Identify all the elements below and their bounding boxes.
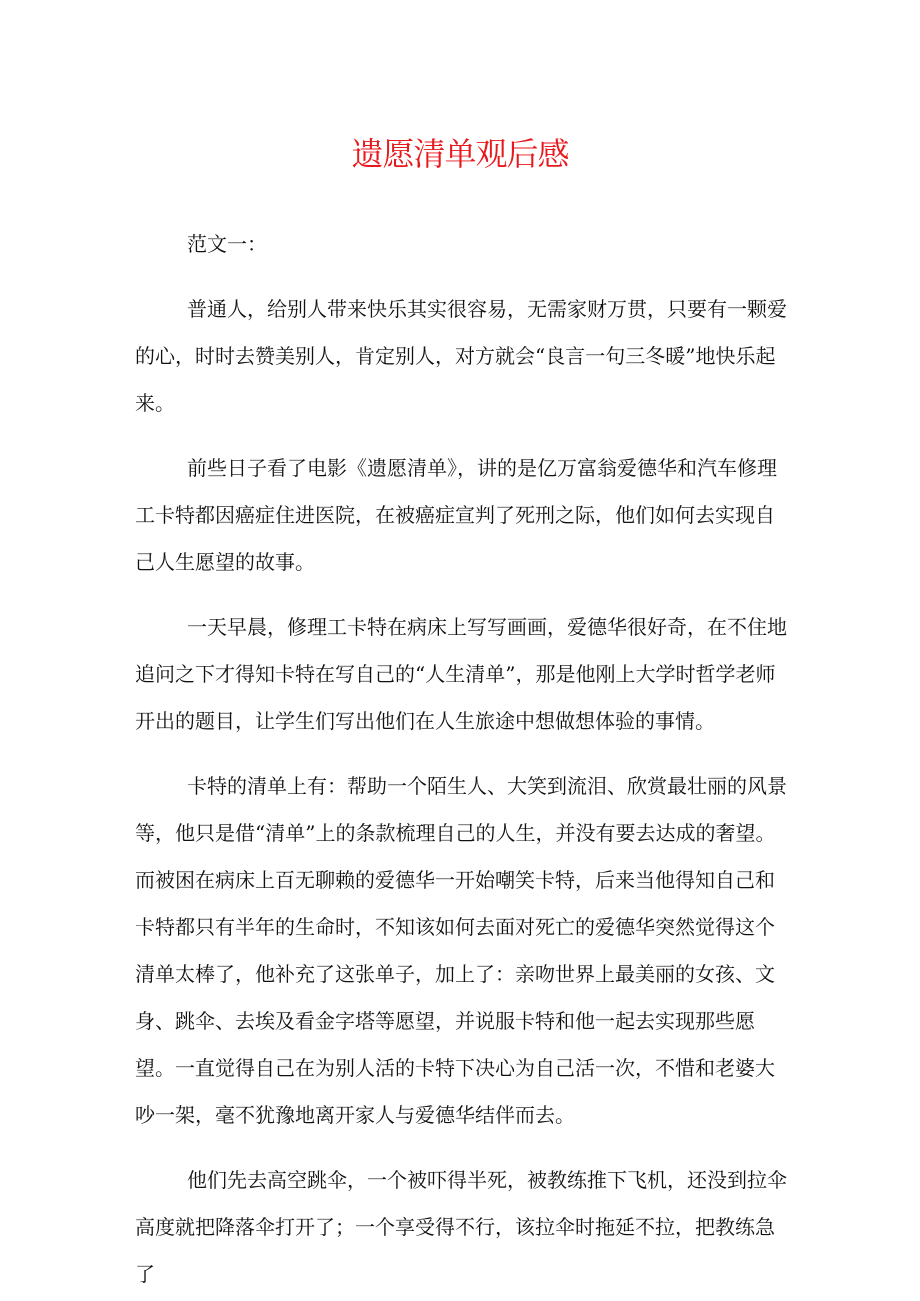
paragraph-2: 前些日子看了电影《遗愿清单》，讲的是亿万富翁爱德华和汽车修理工卡特都因癌症住进医院，在被癌症宣判了死刑之际，他们如何去实现自己人生愿望的故事。 <box>135 456 777 574</box>
paragraph-1: 普通人，给别人带来快乐其实很容易，无需家财万贯，只要有一颗爱的心，时时去赞美别人，肯定别人，对方就会“良言一句三冬暖”地快乐起来。 <box>135 297 787 415</box>
section-label: 范文一： <box>187 232 267 256</box>
document-title: 遗愿清单观后感 <box>351 135 569 173</box>
paragraph-3: 一天早晨，修理工卡特在病床上写写画画，爱德华很好奇，在不住地追问之下才得知卡特在写自己的“人生清单”，那是他刚上大学时哲学老师开出的题目，让学生们写出他们在人生旅途中想做想体验的事情。 <box>135 615 787 733</box>
paragraph-4: 卡特的清单上有：帮助一个陌生人、大笑到流泪、欣赏最壮丽的风景等，他只是借“清单”上的条款梳理自己的人生，并没有要去达成的奢望。而被困在病床上百无聊赖的爱德华一开始嘲笑卡特，后来当他得知自己和卡特都只有半年的生命时，不知该如何去面对死亡的爱德华突然觉得这个清单太棒了，他补充了这张单子，加上了：亲吻世界上最美丽的女孩、文身、跳伞、去埃及看金字塔等愿望，并说服卡特和他一起去实现那些愿望。一直觉得自己在为别人活的卡特下决心为自己活一次，不惜和老婆大吵一架，毫不犹豫地离开家人与爱德华结伴而去。 <box>135 774 787 1127</box>
document-body <box>135 221 787 1298</box>
paragraph-5: 他们先去高空跳伞，一个被吓得半死，被教练推下飞机，还没到拉伞高度就把降落伞打开了；一个享受得不行，该拉伞时拖延不拉，把教练急了 <box>135 1168 787 1286</box>
